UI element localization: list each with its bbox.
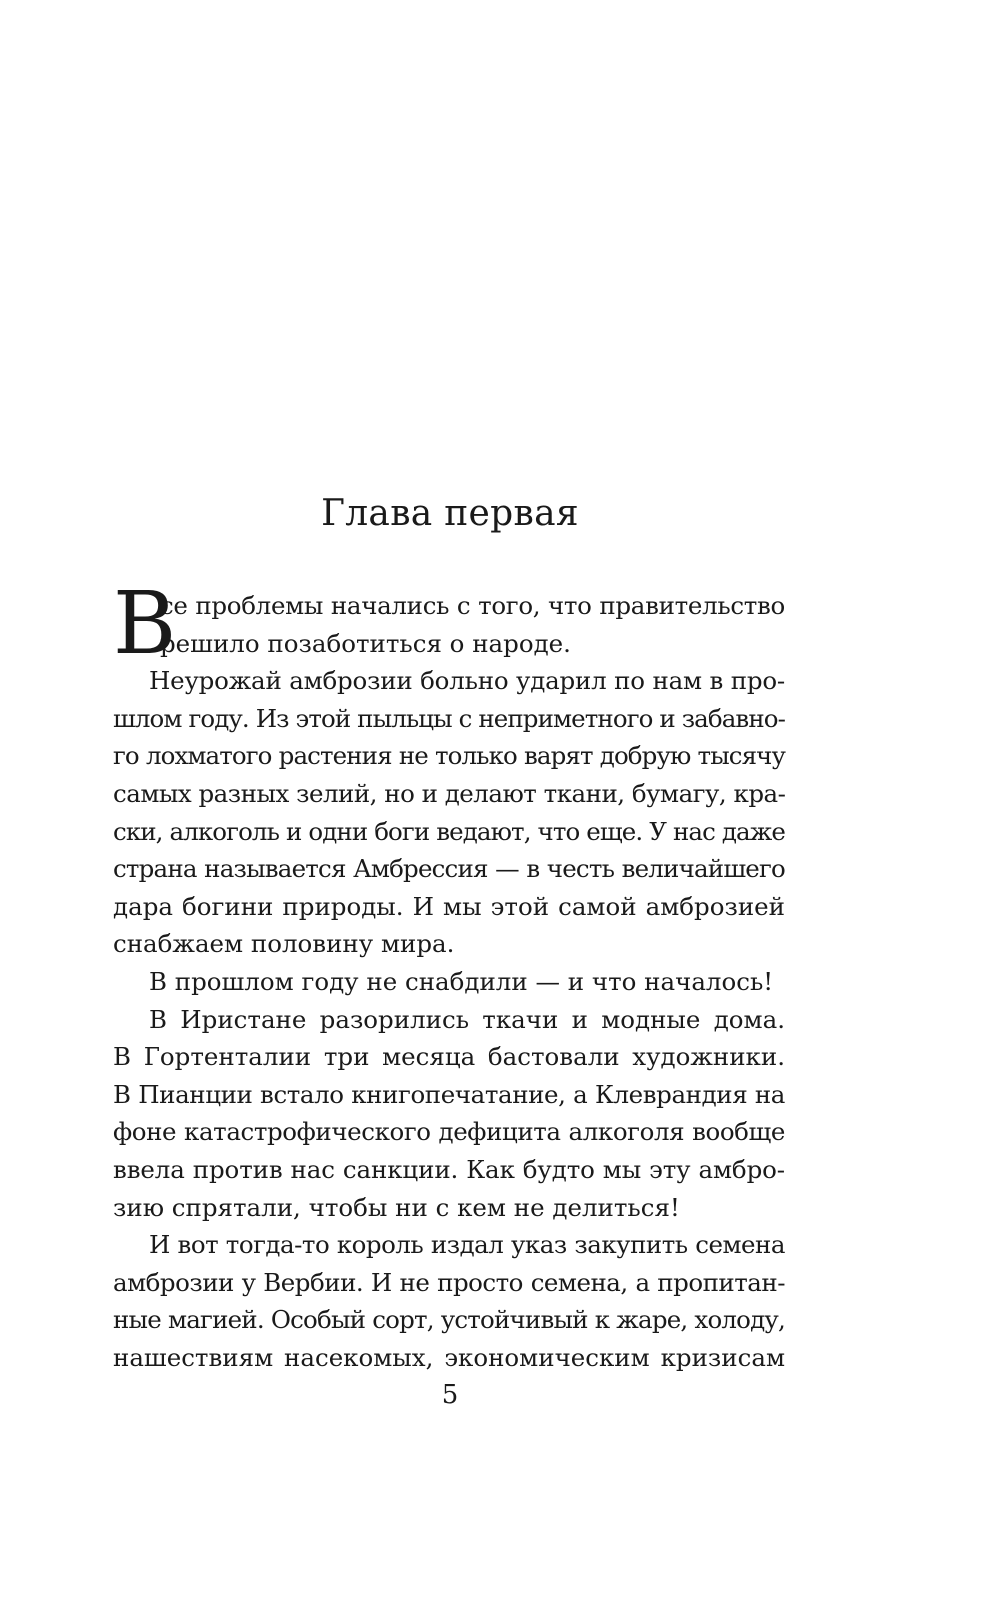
text-line: решило позаботиться о народе. [160,628,571,658]
text-line: нашествиям насекомых, экономическим кризисам [113,1342,785,1372]
text-line: се проблемы начались с того, что правительство [160,591,785,620]
text-line: В Пианции встало книгопечатание, а Клеврандия на [113,1079,785,1109]
text-line: В прошлом году не снабдили — и что началось! [149,966,774,996]
text-line: амброзии у Вербии. И не просто семена, а пропитан- [113,1267,785,1297]
text-line: В Гортенталии три месяца бастовали художники. [113,1042,785,1072]
text-line: го лохматого растения не только варят добрую тысячу [113,741,785,771]
chapter-title: Глава первая [321,493,579,534]
text-line: зию спрятали, чтобы ни с кем не делиться! [113,1192,680,1222]
text-line: ввела против нас санкции. Как будто мы эту амбро- [113,1154,785,1184]
text-line: ные магией. Особый сорт, устойчивый к жаре, холоду, [113,1305,785,1335]
text-line: фоне катастрофического дефицита алкоголя вообще [113,1117,785,1147]
drop-cap: В [113,574,177,674]
text-line: В Иристане разорились ткачи и модные дома. [149,1004,785,1034]
body-text [113,587,785,1376]
page-number: 5 [441,1380,459,1410]
text-line: шлом году. Из этой пыльцы с неприметного и забавно- [113,703,785,733]
text-line: ски, алкоголь и одни боги ведают, что еще. У нас даже [113,816,785,846]
text-line: дара богини природы. И мы этой самой амброзией [113,891,785,921]
text-line: самых разных зелий, но и делают ткани, бумагу, кра- [113,778,786,808]
text-line: Неурожай амброзии больно ударил по нам в про- [149,666,785,696]
text-line: снабжаем половину мира. [113,929,455,959]
text-line: страна называется Амбрессия — в честь величайшего [113,854,785,884]
text-line: И вот тогда-то король издал указ закупить семена [149,1230,785,1260]
